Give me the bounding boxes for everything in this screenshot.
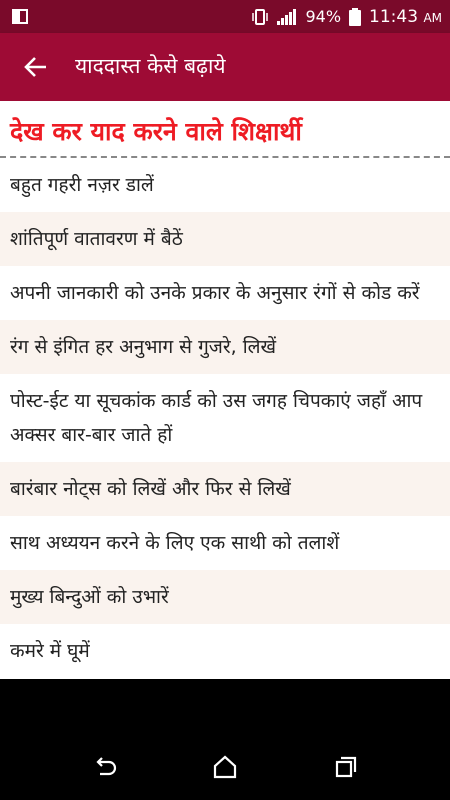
list-item: साथ अध्ययन करने के लिए एक साथी को तलाशें (10, 532, 340, 554)
list-item: मुख्य बिन्दुओं को उभारें (0, 570, 450, 624)
list-item: अपनी जानकारी को उनके प्रकार के अनुसार रंगों से कोड करें (10, 282, 420, 304)
signal-icon (277, 9, 297, 25)
list-item: बारंबार नोट्स को लिखें और फिर से लिखें (0, 462, 450, 516)
content-list[interactable] (0, 101, 450, 679)
recents-nav-icon[interactable] (333, 754, 359, 780)
section-heading: देख कर याद करने वाले शिक्षार्थी (0, 101, 450, 158)
vibrate-icon (251, 8, 269, 26)
back-nav-icon[interactable] (92, 754, 118, 780)
clock-ampm: AM (423, 10, 442, 25)
home-nav-icon[interactable] (212, 754, 238, 780)
battery-icon (349, 8, 361, 26)
screen-mirror-icon (12, 9, 28, 24)
list-item: बहुत गहरी नज़र डालें (10, 174, 154, 196)
list-item: पोस्ट-ईट या सूचकांक कार्ड को उस जगह चिपकाएं जहाँ आप अक्सर बार-बार जाते हों (10, 390, 423, 446)
app-bar (0, 33, 450, 101)
page-title: याददास्त केसे बढ़ाये (75, 54, 226, 78)
list-item: शांतिपूर्ण वातावरण में बैठें (0, 212, 450, 266)
back-arrow-icon[interactable] (22, 53, 50, 81)
clock (369, 7, 442, 27)
status-bar (0, 0, 450, 33)
clock-time: 11:43 (369, 6, 419, 27)
battery-percent: 94% (305, 7, 342, 26)
list-item: रंग से इंगित हर अनुभाग से गुजरे, लिखें (0, 320, 450, 374)
list-item: कमरे में घूमें (10, 640, 90, 662)
navigation-bar (0, 679, 450, 800)
